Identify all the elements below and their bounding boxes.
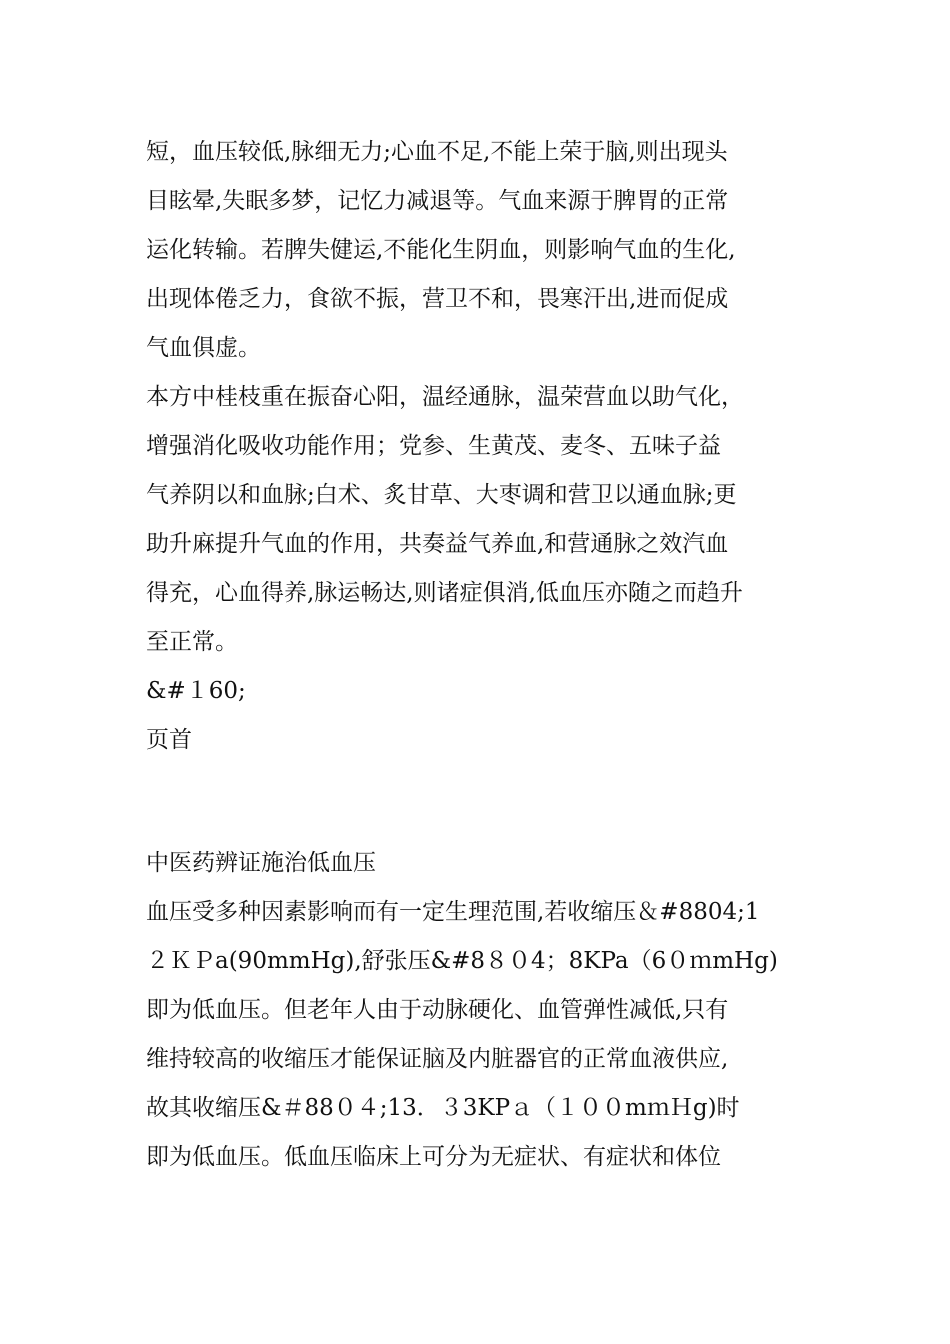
html-entity-line: &#１60; (146, 678, 246, 704)
text-line: 出现体倦乏力，食欲不振，营卫不和，畏寒汗出,进而促成 (146, 286, 729, 312)
text-line: 至正常。 (146, 629, 238, 655)
paragraph-formula-explanation (146, 373, 806, 667)
section-gap (146, 765, 806, 839)
text-line: 短，血压较低,脉细无力;心血不足,不能上荣于脑,则出现头 (146, 139, 728, 165)
text-line: 即为低血压。但老年人由于动脉硬化、血管弹性减低,只有 (146, 997, 729, 1023)
home-link[interactable]: 页首 (146, 727, 192, 753)
text-line: 助升麻提升气血的作用，共奏益气养血,和营通脉之效汽血 (146, 531, 729, 557)
paragraph-qixue-deficiency (146, 128, 806, 373)
text-line: 气血俱虚。 (146, 335, 261, 361)
document-page (146, 128, 806, 1182)
section-title: 中医药辨证施治低血压 (146, 850, 376, 876)
text-line: 目眩晕,失眠多梦，记忆力减退等。气血来源于脾胃的正常 (146, 188, 729, 214)
text-line: 运化转输。若脾失健运,不能化生阴血，则影响气血的生化, (146, 237, 736, 263)
paragraph-low-blood-pressure-definition (146, 888, 806, 1182)
text-line: 即为低血压。低血压临床上可分为无症状、有症状和体位 (146, 1144, 721, 1170)
text-line: 故其收缩压&＃88０４;13．３3KPａ（１００mｍＨg)时 (146, 1095, 740, 1121)
text-line: 增强消化吸收功能作用；党参、生黄茂、麦冬、五味子益 (146, 433, 721, 459)
text-line: 得充，心血得养,脉运畅达,则诸症俱消,低血压亦随之而趋升 (146, 580, 743, 606)
text-line: 气养阴以和血脉;白术、炙甘草、大枣调和营卫以通血脉;更 (146, 482, 737, 508)
text-line: ２ＫＰa(90mmHg),舒张压&#8８０4；8KPa（6０ｍmHg) (146, 948, 778, 974)
text-line: 本方中桂枝重在振奋心阳，温经通脉，温荣营血以助气化， (146, 384, 744, 410)
text-line: 血压受多种因素影响而有一定生理范围,若收缩压＆#8804;1 (146, 899, 760, 925)
text-line: 维持较高的收缩压才能保证脑及内脏器官的正常血液供应, (146, 1046, 729, 1072)
